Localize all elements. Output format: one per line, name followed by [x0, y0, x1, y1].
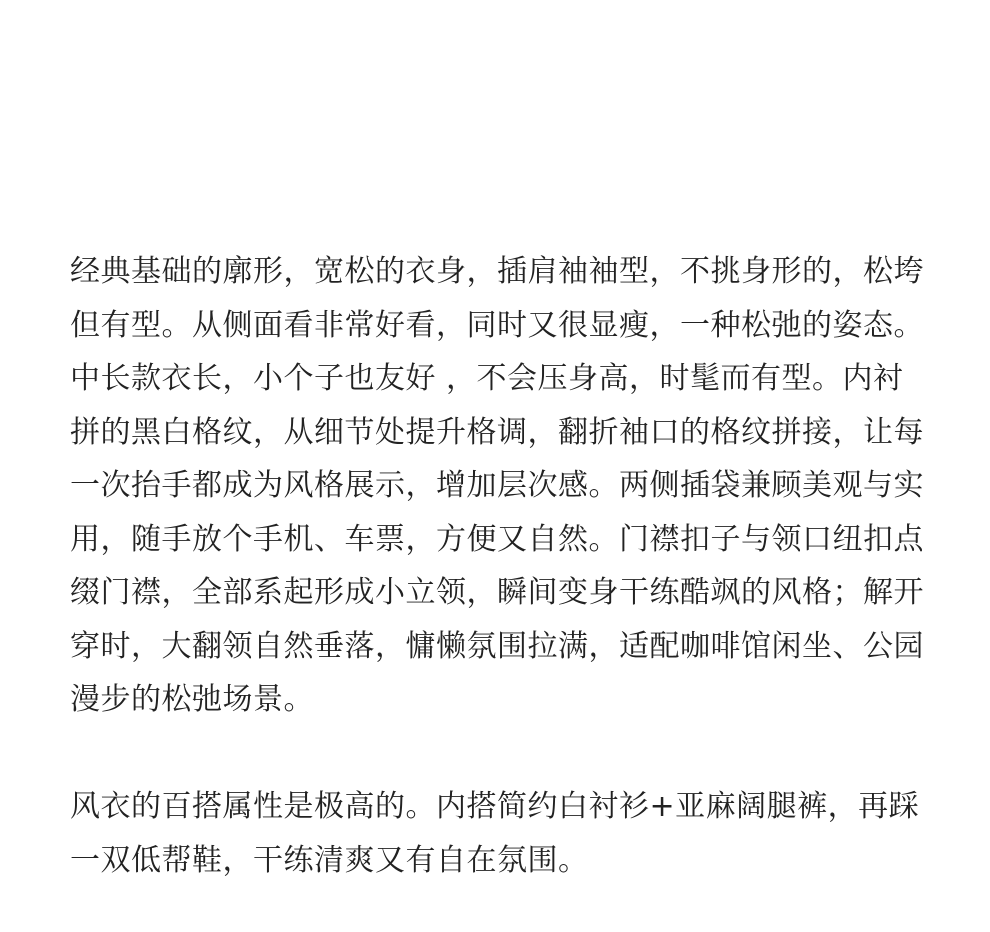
- paragraph-styling-tips: 风衣的百搭属性是极高的。内搭简约白衬衫+亚麻阔腿裤，再踩一双低帮鞋，干练清爽又有自在氛围。: [70, 789, 920, 878]
- paragraph-trench-coat-design: 经典基础的廓形，宽松的衣身，插肩袖袖型，不挑身形的，松垮但有型。从侧面看非常好看，同时又很显瘦，一种松弛的姿态。中长款衣长，小个子也友好 ，不会压身高，时髦而有型。内衬拼的黑白格纹，从细节处提升格调，翻折袖口的格纹拼接，让每一次抬手都成为风格展示，增加层次感。两侧插袋兼顾美观与实用，随手放个手机、车票，方便又自然。门襟扣子与领口纽扣点缀门襟，全部系起形成小立领，瞬间变身干练酷飒的风格；解开穿时，大翻领自然垂落，慵懒氛围拉满，适配咖啡馆闲坐、公园漫步的松弛场景。: [70, 254, 924, 717]
- paragraph-spacer: [70, 727, 930, 781]
- article-body: [70, 245, 930, 887]
